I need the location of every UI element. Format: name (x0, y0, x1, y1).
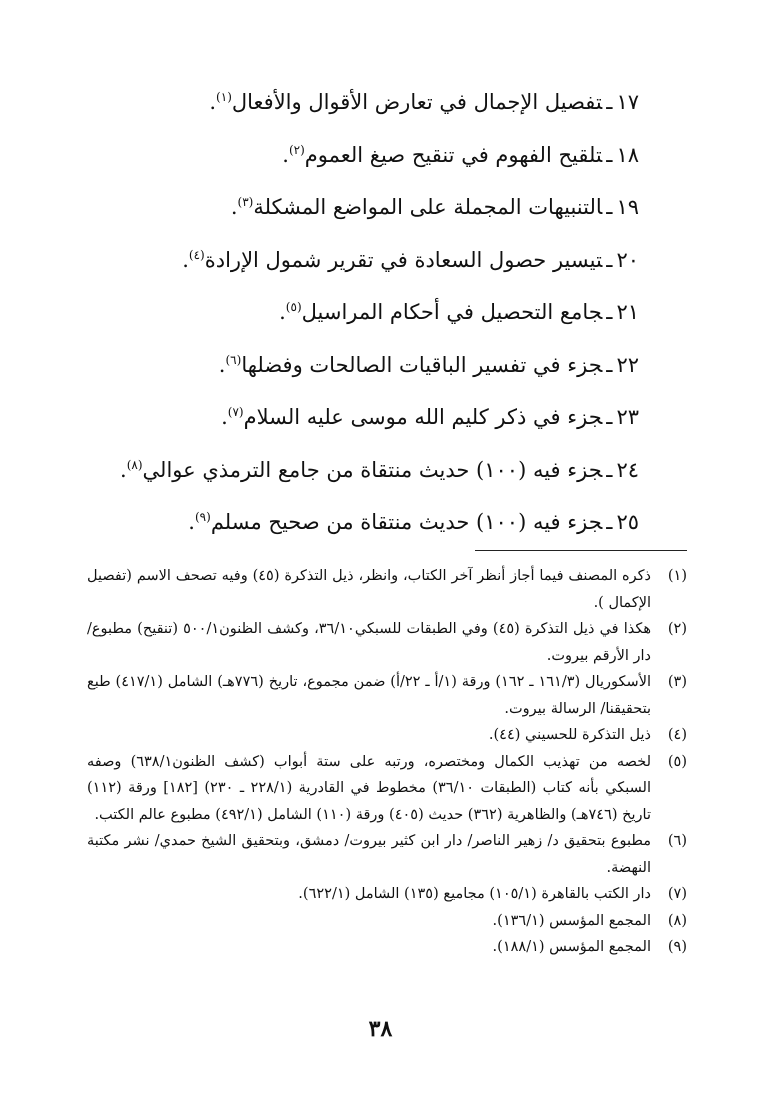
item-separator: ـ (606, 457, 613, 482)
list-item (79, 345, 639, 398)
end-mark: . (182, 247, 189, 272)
footnotes (87, 563, 687, 961)
item-title: جزء فيه (١٠٠) حديث منتقاة من جامع الترمذي عوالي (142, 457, 603, 482)
end-mark: . (120, 457, 127, 482)
end-mark: . (279, 300, 286, 324)
item-separator: ـ (606, 352, 613, 377)
footnote-text: هكذا في ذيل التذكرة (٤٥) وفي الطبقات للسبكي٣٦/١٠، وكشف الظنون٥٠٠/١ (تنقيح) مطبوع/ دار الأرقم بيروت. (87, 621, 651, 664)
footnote (87, 934, 687, 961)
footnote-text: دار الكتب بالقاهرة (١٠٥/١) مجاميع (١٣٥) الشامل (٦٢٢/١). (298, 886, 651, 902)
footnote-reference: (٨) (126, 457, 143, 472)
list-item (79, 292, 639, 345)
book-title-list (79, 82, 639, 555)
item-title: جزء في ذكر كليم الله موسى عليه السلام (243, 405, 603, 429)
page-number: ٣٨ (368, 1016, 393, 1042)
footnote (87, 749, 687, 829)
item-number: ٢٣ (616, 405, 639, 429)
end-mark: . (230, 195, 238, 219)
item-separator: ـ (606, 195, 613, 219)
footnote-number: (٣) (667, 674, 687, 690)
footnote-reference: (٤) (188, 247, 205, 262)
item-number: ٢٤ (616, 457, 639, 482)
item-title: تلقيح الفهوم في تنقيح صيغ العموم (304, 142, 603, 167)
item-number: ٢٢ (616, 352, 639, 377)
footnote-text: المجمع المؤسس (١٣٦/١). (492, 912, 651, 929)
item-title: جامع التحصيل في أحكام المراسيل (301, 300, 603, 324)
footnote-text: مطبوع بتحقيق د/ زهير الناصر/ دار ابن كثير بيروت/ دمشق، وبتحقيق الشيخ حمدي/ نشر مكتبة النهضة. (87, 833, 651, 876)
footnote-number: (٦) (667, 833, 687, 849)
item-separator: ـ (606, 142, 613, 167)
item-number: ١٨ (616, 142, 639, 167)
footnote-number: (٨) (667, 912, 687, 929)
item-separator: ـ (606, 510, 613, 534)
footnote-text: ذكره المصنف فيما أجاز أنظر آخر الكتاب، وانظر، ذيل التذكرة (٤٥) وفيه تصحف الاسم (تفصيل الإكمال ). (87, 568, 651, 611)
end-mark: . (221, 405, 228, 429)
item-number: ١٩ (616, 195, 639, 219)
item-title: التنبيهات المجملة على المواضع المشكلة (253, 195, 603, 219)
list-item (79, 502, 639, 555)
item-number: ٢٥ (616, 510, 639, 534)
item-number: ١٧ (616, 90, 639, 114)
footnote (87, 722, 687, 749)
list-item (79, 187, 639, 240)
footnote-text: ذيل التذكرة للحسيني (٤٤). (488, 727, 651, 743)
item-title: جزء فيه (١٠٠) حديث منتقاة من صحيح مسلم (210, 510, 603, 534)
end-mark: . (209, 90, 217, 114)
list-item (79, 135, 639, 188)
item-separator: ـ (606, 247, 613, 272)
end-mark: . (188, 510, 195, 534)
item-title: تفصيل الإجمال في تعارض الأقوال والأفعال (231, 90, 603, 114)
footnote (87, 563, 687, 616)
list-item (79, 450, 639, 503)
end-mark: . (282, 142, 289, 167)
item-number: ٢٠ (616, 247, 639, 272)
footnote-text: الأسكوريال (١٦١/٣ ـ ١٦٢) ورقة (١/أ ـ ٢٢/أ) ضمن مجموع، تاريخ (٧٧٦هـ) الشامل (٤١٧/١) طبع بتحقيقنا/ الرسالة بيروت. (87, 674, 651, 717)
footnote-number: (٢) (667, 621, 687, 637)
footnote-number: (٥) (667, 753, 687, 770)
footnote-text: المجمع المؤسس (١٨٨/١). (492, 939, 651, 955)
footnote-reference: (٩) (194, 510, 211, 524)
footnote (87, 669, 687, 722)
list-item (79, 82, 639, 135)
item-separator: ـ (606, 405, 613, 429)
item-number: ٢١ (616, 300, 639, 324)
footnote-number: (٧) (667, 886, 687, 902)
footnote-reference: (٧) (227, 405, 244, 419)
item-title: تيسير حصول السعادة في تقرير شمول الإرادة (204, 247, 603, 272)
footnote (87, 908, 687, 935)
item-title: جزء في تفسير الباقيات الصالحات وفضلها (241, 352, 603, 377)
footnote (87, 828, 687, 881)
footnote-number: (٩) (667, 939, 687, 955)
footnote-reference: (٣) (237, 195, 254, 209)
footnote-number: (٤) (667, 727, 687, 743)
footnote-divider (475, 550, 687, 551)
footnote-reference: (١) (216, 90, 232, 104)
footnote (87, 616, 687, 669)
footnote (87, 881, 687, 908)
footnote-reference: (٦) (225, 352, 242, 367)
item-separator: ـ (606, 90, 613, 114)
footnote-number: (١) (667, 568, 687, 584)
footnote-reference: (٥) (285, 300, 302, 314)
footnote-reference: (٢) (288, 142, 305, 157)
item-separator: ـ (606, 300, 613, 324)
end-mark: . (218, 352, 226, 377)
footnote-text: لخصه من تهذيب الكمال ومختصره، ورتبه على ستة أبواب (كشف الظنون٦٣٨/١) وصفه السبكي بأنه كتاب (الطبقات ٣٦/١٠) مخطوط في القادرية (٢٢٨/١ ـ ٢٣٠) [١٨٢] ورقة (١١٢) تاريخ (٧٤٦هـ) والظاهرية (٣٦٢) حديث (٤٠٥) ورقة (١١٠) الشامل (٤٩٢/١) مطبوع عالم الكتب. (87, 753, 651, 823)
list-item (79, 240, 639, 293)
list-item (79, 397, 639, 450)
